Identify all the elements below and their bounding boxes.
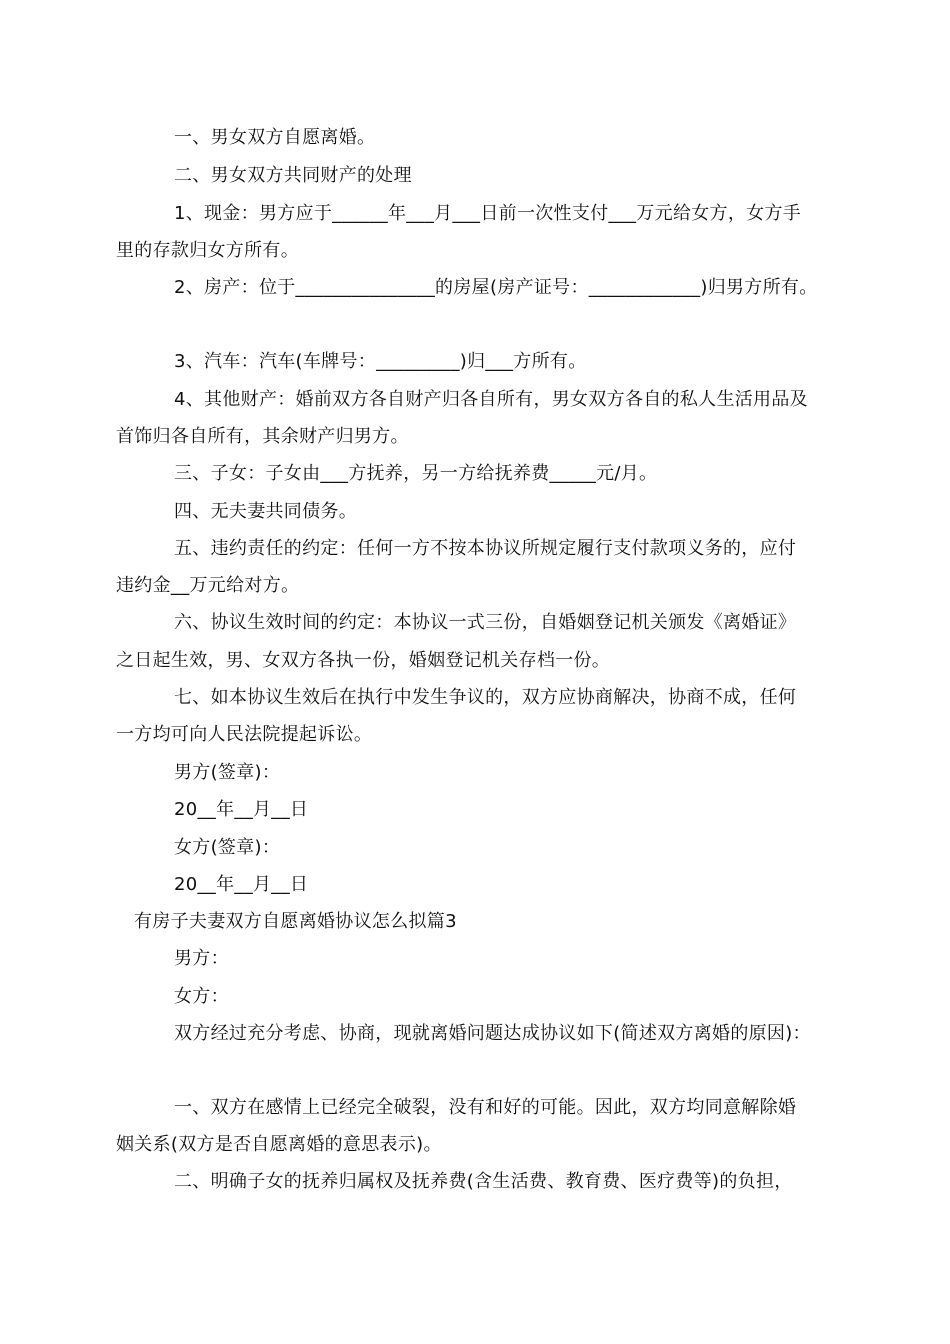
male-signature-date: 20__年__月__日 <box>174 799 309 820</box>
item-car: 3、汽车：汽车(车牌号：_________)归___方所有。 <box>174 351 587 372</box>
clause-5-breach-line-1: 五、违约责任的约定：任何一方不按本协议所规定履行支付款项义务的，应付 <box>174 538 797 559</box>
item-house: 2、房产：位于_______________的房屋(房产证号：____________)归男方所有。 <box>174 277 818 298</box>
clause-4-no-debt: 四、无夫妻共同债务。 <box>174 501 357 522</box>
female-signature-label: 女方(签章)： <box>174 837 281 858</box>
section-heading-3: 有房子夫妻双方自愿离婚协议怎么拟篇3 <box>134 911 457 932</box>
clause-7-dispute-line-1: 七、如本协议生效后在执行中发生争议的，双方应协商解决，协商不成，任何 <box>174 687 797 708</box>
clause-3-children: 三、子女：子女由___方抚养，另一方给抚养费_____元/月。 <box>174 463 658 484</box>
clause-5-breach-line-2: 违约金__万元给对方。 <box>116 575 300 596</box>
clause-7-dispute-line-2: 一方均可向人民法院提起诉讼。 <box>116 724 373 745</box>
clause-6-effective-line-1: 六、协议生效时间的约定：本协议一式三份，自婚姻登记机关颁发《离婚证》 <box>174 612 797 633</box>
item-other-property-line-2: 首饰归各自所有，其余财产归男方。 <box>116 426 409 447</box>
female-party-label: 女方： <box>174 986 229 1007</box>
male-signature-label: 男方(签章)： <box>174 762 281 783</box>
clause-1-relationship-line-1: 一、双方在感情上已经完全破裂，没有和好的可能。因此，双方均同意解除婚 <box>174 1097 797 1118</box>
male-party-label: 男方： <box>174 948 229 969</box>
female-signature-date: 20__年__月__日 <box>174 874 309 895</box>
agreement-preamble: 双方经过充分考虑、协商，现就离婚问题达成协议如下(简述双方离婚的原因)： <box>174 1023 811 1044</box>
item-cash-line-2: 里的存款归女方所有。 <box>116 240 299 261</box>
item-cash-line-1: 1、现金：男方应于______年___月___日前一次性支付___万元给女方，女方手 <box>174 203 802 224</box>
clause-2-child-support: 二、明确子女的抚养归属权及抚养费(含生活费、教育费、医疗费等)的负担， <box>174 1171 793 1192</box>
item-other-property-line-1: 4、其他财产：婚前双方各自财产归各自所有，男女双方各自的私人生活用品及 <box>174 389 808 410</box>
clause-6-effective-line-2: 之日起生效，男、女双方各执一份，婚姻登记机关存档一份。 <box>116 650 611 671</box>
clause-1-relationship-line-2: 姻关系(双方是否自愿离婚的意思表示)。 <box>116 1134 442 1155</box>
clause-2-joint-property: 二、男女双方共同财产的处理 <box>174 165 412 186</box>
clause-1-voluntary-divorce: 一、男女双方自愿离婚。 <box>174 127 376 148</box>
